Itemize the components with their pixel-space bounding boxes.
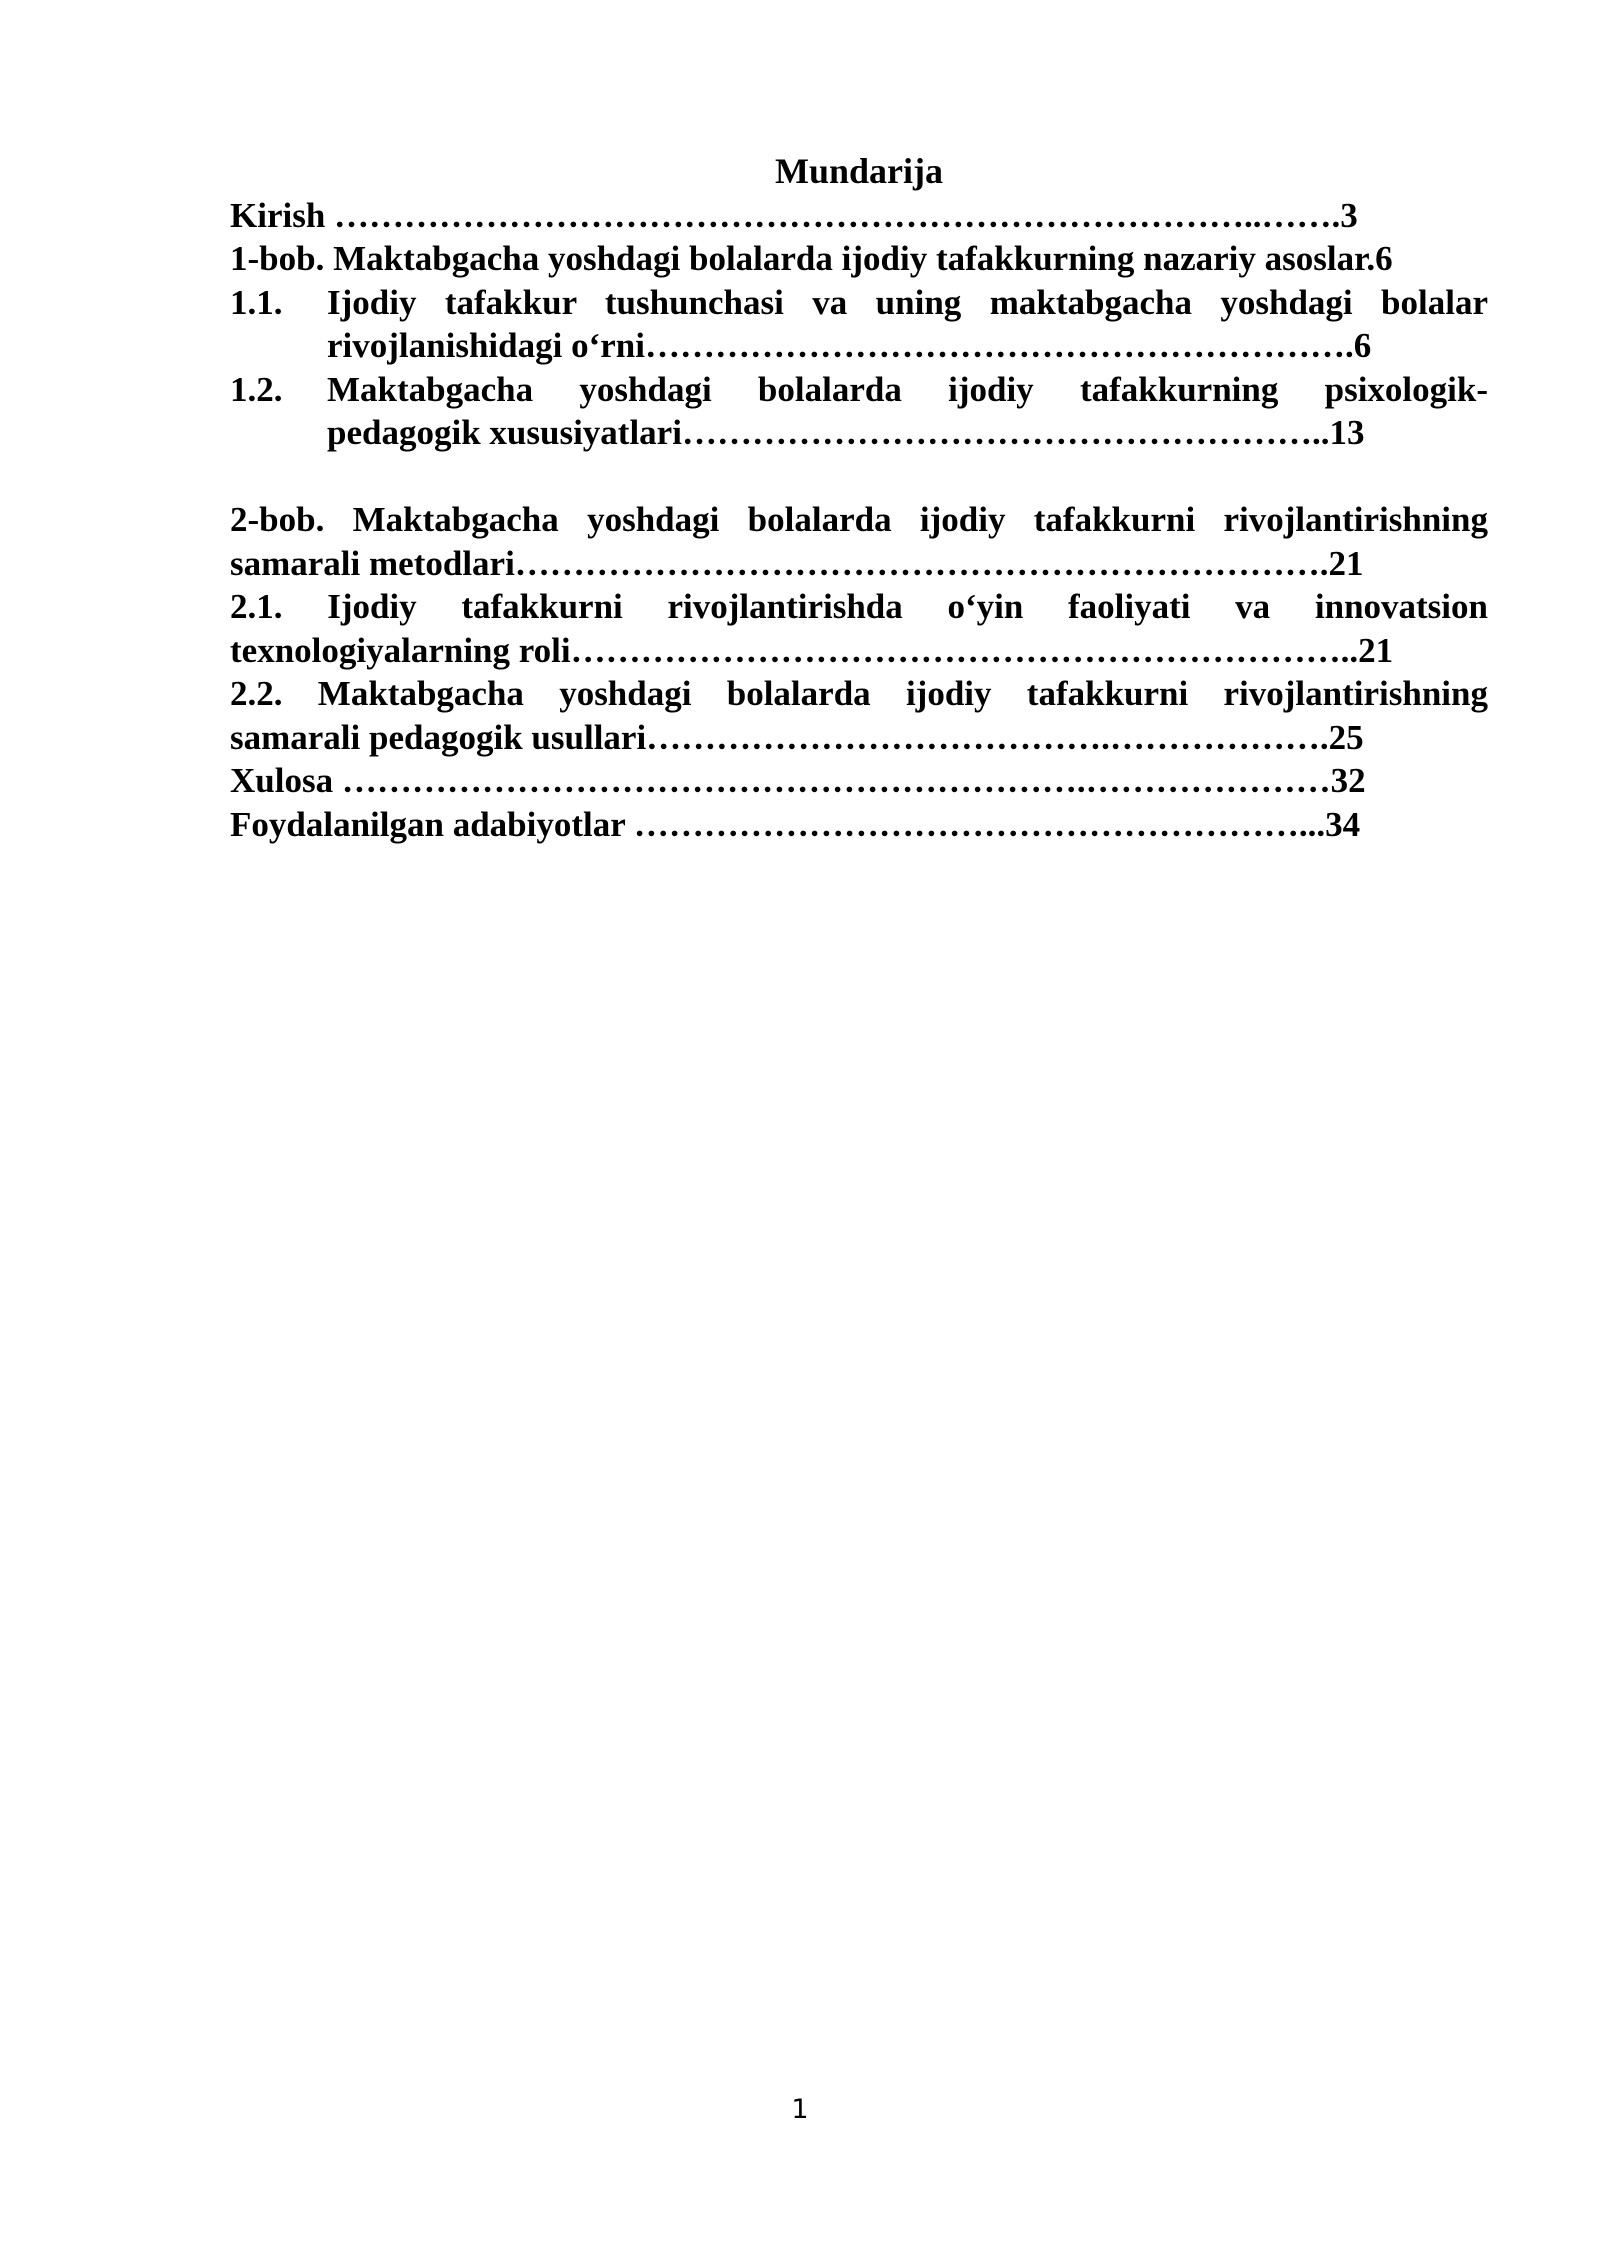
- page-number: 1: [791, 2094, 809, 2125]
- toc-entry-section-2-2-cont: samarali pedagogik usullari………………………………….……………….25: [230, 717, 1364, 757]
- toc-entry-section-1-2: [230, 368, 1488, 455]
- section-title-line: rivojlanishidagi o‘rni…………………………………………………….6: [327, 326, 1372, 365]
- toc-entry-chapter-2: 2-bob. Maktabgacha yoshdagi bolalarda ijodiy tafakkurni rivojlantirishning: [230, 500, 1488, 539]
- blank-line: [230, 455, 1488, 499]
- toc-entry-section-2-1-cont: texnologiyalarning roli…………………………………………………………..21: [230, 630, 1394, 670]
- section-number: 1.2.: [230, 369, 283, 409]
- toc-entry-adabiyotlar: Foydalanilgan adabiyotlar …………………………………………………...34: [230, 804, 1361, 844]
- toc-entry-chapter-1: 1-bob. Maktabgacha yoshdagi bolalarda ijodiy tafakkurning nazariy asoslar.6: [230, 239, 1393, 278]
- section-title-line: Ijodiy tafakkur tushunchasi va uning maktabgacha yoshdagi bolalar: [327, 282, 1488, 322]
- toc-entry-chapter-2-cont: samarali metodlari…………………………………………………………….21: [230, 543, 1364, 583]
- toc-entry-kirish: Kirish ……………………………………………………………………..…….3: [230, 195, 1358, 235]
- section-title-line: Maktabgacha yoshdagi bolalarda ijodiy tafakkurning psixologik-: [327, 369, 1488, 409]
- toc-title: Mundarija: [774, 151, 943, 191]
- section-number: 1.1.: [230, 282, 283, 322]
- toc-entry-section-2-1: 2.1. Ijodiy tafakkurni rivojlantirishda o‘yin faoliyati va innovatsion: [230, 587, 1488, 626]
- table-of-contents: [230, 150, 1488, 846]
- toc-entry-section-2-2: 2.2. Maktabgacha yoshdagi bolalarda ijodiy tafakkurni rivojlantirishning: [230, 674, 1488, 713]
- toc-entry-xulosa: Xulosa ……………………………………………………….…………………32: [230, 761, 1366, 800]
- toc-entry-section-1-1: [230, 281, 1488, 368]
- section-title-line: pedagogik xususiyatlari………………………………………………..13: [327, 413, 1365, 452]
